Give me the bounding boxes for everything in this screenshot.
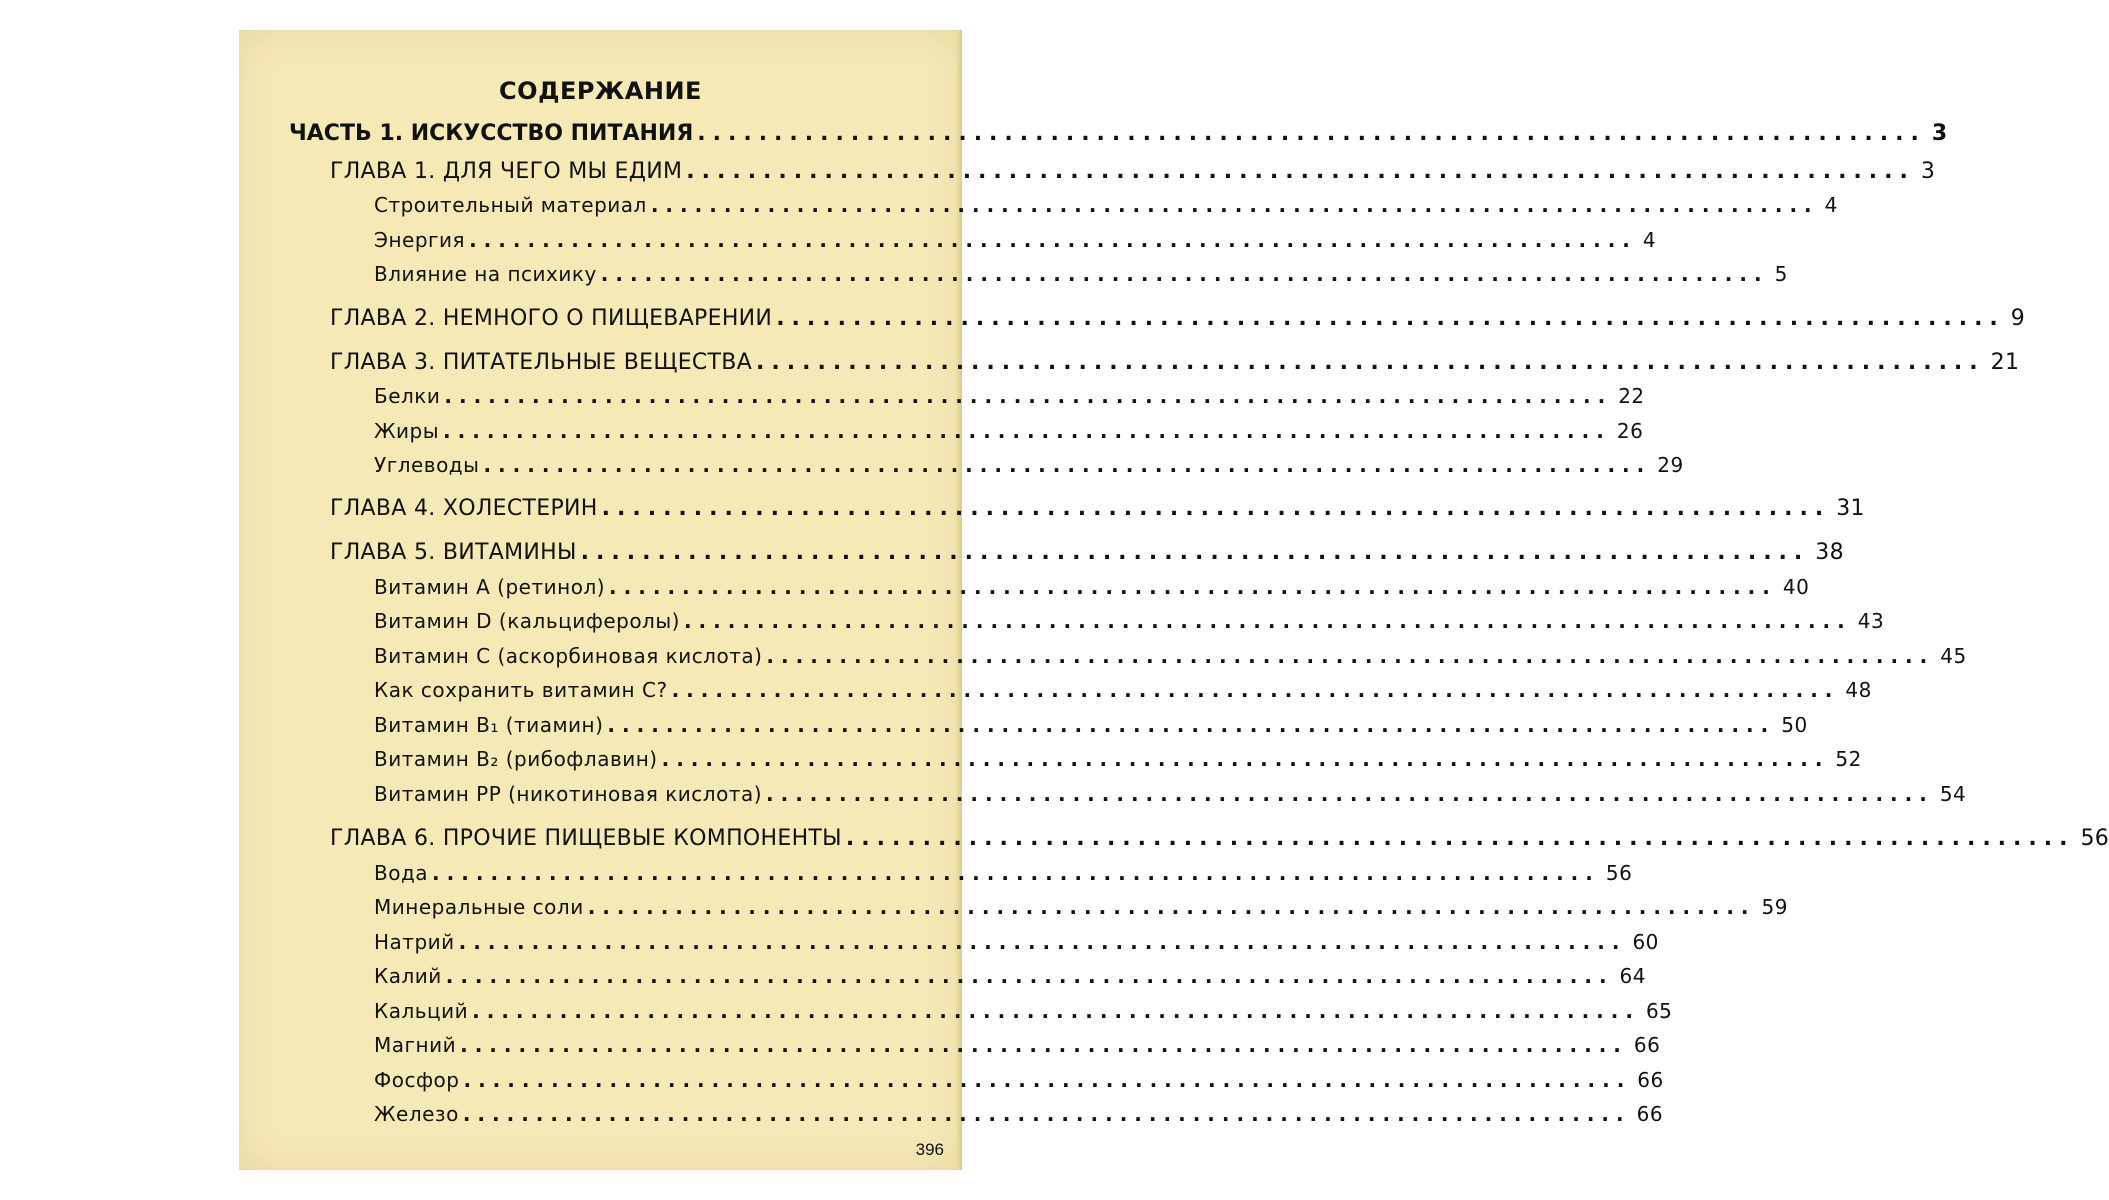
toc-entry-section: [374, 1033, 1661, 1057]
toc-entry-title: Витамин PP (никотиновая кислота): [374, 782, 763, 806]
toc-entry-section: [374, 575, 1810, 599]
toc-entry-page: 21: [1990, 350, 2020, 375]
toc-entry-title: Магний: [374, 1033, 457, 1057]
dot-leader: ................................................................................: [469, 228, 1637, 252]
page-number: 396: [915, 1140, 944, 1159]
toc-entry-section: [374, 193, 1838, 217]
dot-leader: ................................................................................: [661, 747, 1830, 771]
toc-entry-title: Витамин А (ретинол): [374, 575, 606, 599]
toc-entry-title: ГЛАВА 3. ПИТАТЕЛЬНЫЕ ВЕЩЕСТВА: [330, 350, 753, 375]
toc-entry-page: 52: [1835, 747, 1862, 771]
toc-entry-chapter: [330, 540, 1844, 565]
toc-entry-title: ГЛАВА 2. НЕМНОГО О ПИЩЕВАРЕНИИ: [330, 306, 773, 331]
dot-leader: ................................................................................: [683, 609, 1852, 633]
toc-entry-title: Как сохранить витамин С?: [374, 678, 668, 702]
toc-entry-title: ЧАСТЬ 1. ИСКУССТВО ПИТАНИЯ: [289, 121, 694, 146]
toc-entry-title: Вода: [374, 861, 429, 885]
toc-entry-section: [374, 1068, 1664, 1092]
dot-leader: ................................................................................: [766, 782, 1934, 806]
dot-leader: ................................................................................: [587, 895, 1756, 919]
toc-entry-title: Железо: [374, 1102, 459, 1126]
toc-entry-section: [374, 861, 1633, 885]
toc-entry-title: Витамин B₁ (тиамин): [374, 713, 604, 737]
toc-entry-page: 22: [1618, 384, 1645, 408]
toc-entry-section: [374, 262, 1788, 286]
toc-entry-page: 56: [1605, 861, 1633, 885]
dot-leader: ................................................................................: [432, 861, 1600, 885]
dot-leader: ................................................................................: [580, 540, 1810, 565]
toc-entry-page: 59: [1761, 895, 1788, 919]
page-title: СОДЕРЖАНИЕ: [499, 77, 702, 105]
toc-entry-section: [374, 678, 1872, 702]
dot-leader: ................................................................................: [445, 964, 1614, 988]
toc-entry-page: 66: [1633, 1033, 1661, 1057]
toc-entry-section: [374, 644, 1967, 668]
toc-entry-page: 60: [1632, 930, 1659, 954]
toc-entry-title: Энергия: [374, 228, 466, 252]
toc-entry-title: ГЛАВА 5. ВИТАМИНЫ: [330, 540, 577, 565]
toc-entry-page: 29: [1657, 453, 1684, 477]
toc-entry-title: Строительный материал: [374, 193, 647, 217]
table-of-contents: [239, 30, 2109, 1170]
toc-entry-page: 26: [1616, 419, 1644, 443]
dot-leader: ................................................................................: [845, 826, 2075, 851]
toc-entry-title: Влияние на психику: [374, 262, 597, 286]
toc-entry-title: Жиры: [374, 419, 440, 443]
dot-leader: ................................................................................: [600, 262, 1769, 286]
dot-leader: ................................................................................: [766, 644, 1935, 668]
toc-entry-page: 43: [1857, 609, 1885, 633]
dot-leader: ................................................................................: [483, 453, 1652, 477]
toc-entry-page: 50: [1781, 713, 1808, 737]
toc-entry-page: 4: [1642, 228, 1657, 252]
toc-entry-page: 3: [1931, 121, 1948, 146]
toc-entry-title: Витамин С (аскорбиновая кислота): [374, 644, 763, 668]
toc-entry-chapter: [330, 826, 2109, 851]
toc-entry-section: [374, 453, 1684, 477]
dot-leader: ................................................................................: [444, 384, 1613, 408]
toc-entry-title: Витамин D (кальциферолы): [374, 609, 680, 633]
dot-leader: ................................................................................: [460, 1033, 1628, 1057]
dot-leader: ................................................................................: [776, 306, 2005, 331]
toc-entry-chapter: [330, 496, 1865, 521]
toc-entry-title: ГЛАВА 4. ХОЛЕСТЕРИН: [330, 496, 598, 521]
dot-leader: ................................................................................: [443, 419, 1611, 443]
dot-leader: ................................................................................: [609, 575, 1777, 599]
toc-entry-section: [374, 228, 1657, 252]
toc-entry-title: Калий: [374, 964, 442, 988]
toc-entry-page: 3: [1920, 159, 1936, 184]
toc-entry-page: 38: [1815, 540, 1844, 565]
toc-entry-section: [374, 895, 1788, 919]
dot-leader: ................................................................................: [462, 1102, 1631, 1126]
toc-entry-section: [374, 964, 1646, 988]
toc-entry-page: 66: [1637, 1068, 1664, 1092]
toc-entry-page: 45: [1940, 644, 1967, 668]
dot-leader: ................................................................................: [472, 999, 1640, 1023]
toc-entry-page: 5: [1774, 262, 1788, 286]
dot-leader: ................................................................................: [607, 713, 1776, 737]
dot-leader: ................................................................................: [463, 1068, 1632, 1092]
toc-entry-page: 9: [2010, 306, 2026, 331]
toc-entry-section: [374, 1102, 1664, 1126]
dot-leader: ................................................................................: [650, 193, 1819, 217]
toc-entry-page: 56: [2080, 826, 2109, 851]
toc-entry-chapter: [330, 306, 2026, 331]
toc-entry-section: [374, 384, 1645, 408]
toc-entry-page: 65: [1645, 999, 1673, 1023]
dot-leader: ................................................................................: [601, 496, 1831, 521]
toc-entry-title: Витамин B₂ (рибофлавин): [374, 747, 658, 771]
toc-entry-title: Минеральные соли: [374, 895, 584, 919]
book-page: [239, 30, 2109, 1170]
dot-leader: ................................................................................: [697, 121, 1926, 146]
toc-entry-page: 48: [1845, 678, 1872, 702]
toc-entry-title: Фосфор: [374, 1068, 460, 1092]
toc-entry-title: Натрий: [374, 930, 455, 954]
toc-entry-section: [374, 999, 1673, 1023]
toc-entry-part: [289, 121, 1948, 146]
toc-entry-chapter: [330, 159, 1936, 184]
dot-leader: ................................................................................: [458, 930, 1627, 954]
dot-leader: ................................................................................: [671, 678, 1840, 702]
toc-entry-title: Кальций: [374, 999, 469, 1023]
toc-entry-section: [374, 930, 1659, 954]
toc-entry-section: [374, 609, 1885, 633]
toc-entry-title: Белки: [374, 384, 441, 408]
toc-entry-title: ГЛАВА 1. ДЛЯ ЧЕГО МЫ ЕДИМ: [330, 159, 683, 184]
toc-entry-page: 4: [1824, 193, 1838, 217]
toc-entry-section: [374, 782, 1967, 806]
dot-leader: ................................................................................: [756, 350, 1985, 375]
toc-entry-page: 64: [1619, 964, 1646, 988]
toc-entry-page: 54: [1939, 782, 1967, 806]
dot-leader: ................................................................................: [686, 159, 1915, 184]
toc-entry-section: [374, 419, 1644, 443]
toc-entry-title: ГЛАВА 6. ПРОЧИЕ ПИЩЕВЫЕ КОМПОНЕНТЫ: [330, 826, 842, 851]
toc-entry-chapter: [330, 350, 2020, 375]
toc-entry-page: 66: [1636, 1102, 1664, 1126]
toc-entry-title: Углеводы: [374, 453, 480, 477]
toc-entry-page: 40: [1782, 575, 1810, 599]
toc-entry-section: [374, 713, 1808, 737]
toc-entry-section: [374, 747, 1862, 771]
toc-entry-page: 31: [1836, 496, 1865, 521]
